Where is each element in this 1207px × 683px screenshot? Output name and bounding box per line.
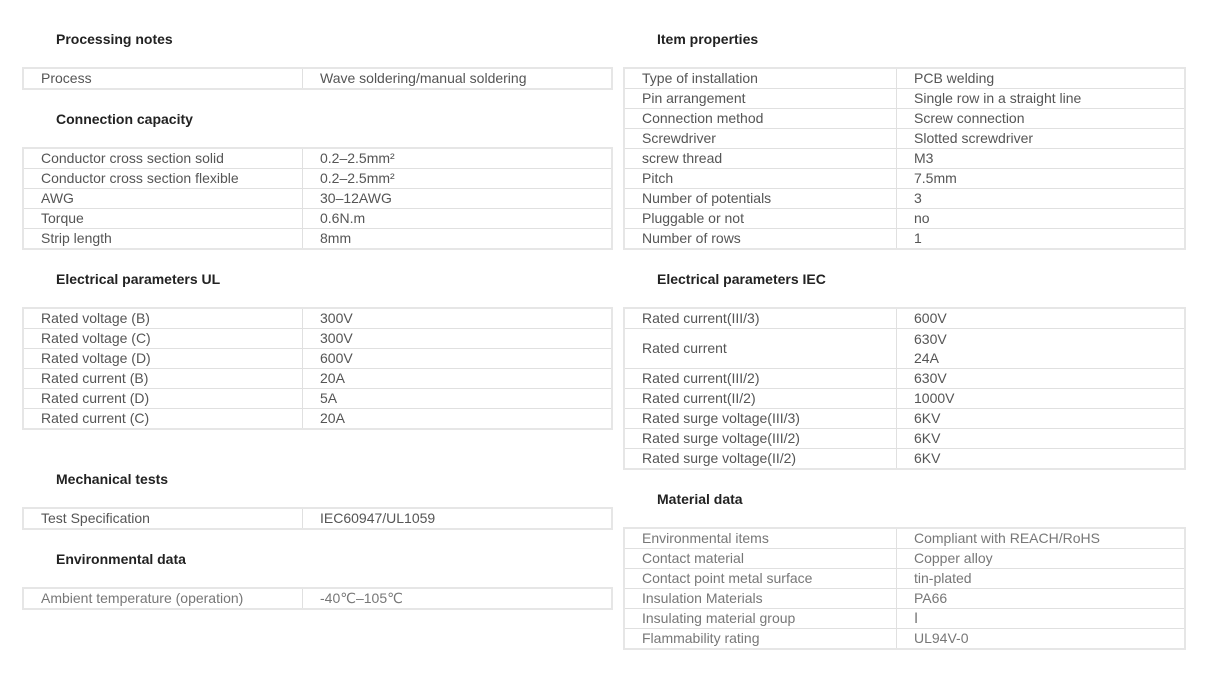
spec-value: 300V [303,308,613,329]
spec-label: Strip length [23,229,303,250]
spec-label: Contact material [624,549,897,569]
table-row [624,189,1185,209]
spec-value: Ⅰ [897,609,1186,629]
electrical-parameters-iec-title: Electrical parameters IEC [657,271,826,287]
spec-value: 30–12AWG [303,189,613,209]
electrical-parameters-ul-title: Electrical parameters UL [56,271,221,287]
table-row [624,308,1185,329]
spec-value [897,329,1186,369]
spec-value: UL94V-0 [897,629,1186,650]
table-row [23,229,612,250]
spec-label: Screwdriver [624,129,897,149]
spec-value-line: 24A [914,349,939,366]
spec-label: Number of potentials [624,189,897,209]
spec-label: Rated surge voltage(III/2) [624,429,897,449]
spec-label: Connection method [624,109,897,129]
spec-value: Screw connection [897,109,1186,129]
electrical-parameters-iec-table [623,307,1186,470]
table-row [624,429,1185,449]
spec-value: 8mm [303,229,613,250]
spec-label: Insulating material group [624,609,897,629]
spec-value: 20A [303,369,613,389]
spec-value: 6KV [897,409,1186,429]
spec-value: 3 [897,189,1186,209]
spec-label: Rated current (D) [23,389,303,409]
table-row [624,129,1185,149]
environmental-data-title: Environmental data [56,551,186,567]
table-row [624,589,1185,609]
table-row [624,389,1185,409]
spec-value-line: 630V [914,330,947,347]
table-row [624,89,1185,109]
spec-value: tin-plated [897,569,1186,589]
spec-value: no [897,209,1186,229]
spec-label: Rated voltage (D) [23,349,303,369]
spec-value: 6KV [897,429,1186,449]
spec-value: Single row in a straight line [897,89,1186,109]
spec-value: Slotted screwdriver [897,129,1186,149]
spec-value: 0.2–2.5mm² [303,148,613,169]
spec-label: Pitch [624,169,897,189]
spec-label: Rated current [624,329,897,369]
material-data-title: Material data [657,491,743,507]
table-row [624,528,1185,549]
spec-label: Rated current(II/2) [624,389,897,409]
spec-value: 5A [303,389,613,409]
spec-value: Wave soldering/manual soldering [303,68,613,89]
table-row [624,449,1185,470]
environmental-data-table [22,587,613,610]
table-row [624,329,1185,369]
spec-label: Test Specification [23,508,303,529]
table-row [23,369,612,389]
spec-label: Contact point metal surface [624,569,897,589]
spec-label: Conductor cross section solid [23,148,303,169]
table-row [23,68,612,89]
table-row [624,569,1185,589]
table-row [23,189,612,209]
spec-label: Number of rows [624,229,897,250]
spec-value: 600V [303,349,613,369]
table-row [23,409,612,430]
spec-label: Rated current (C) [23,409,303,430]
spec-label: Flammability rating [624,629,897,650]
electrical-parameters-ul-table [22,307,613,430]
table-row [624,549,1185,569]
table-row [23,588,612,609]
table-row [624,609,1185,629]
spec-label: Rated current(III/3) [624,308,897,329]
spec-value: M3 [897,149,1186,169]
spec-label: Rated voltage (B) [23,308,303,329]
spec-value: 7.5mm [897,169,1186,189]
mechanical-tests-title: Mechanical tests [56,471,169,487]
spec-value: Compliant with REACH/RoHS [897,528,1186,549]
spec-value: -40℃–105℃ [303,588,613,609]
spec-value: 20A [303,409,613,430]
table-row [624,629,1185,650]
spec-label: Rated surge voltage(II/2) [624,449,897,470]
table-row [624,409,1185,429]
spec-label: Ambient temperature (operation) [23,588,303,609]
spec-label: screw thread [624,149,897,169]
spec-value: 0.2–2.5mm² [303,169,613,189]
spec-value: 1 [897,229,1186,250]
table-row [624,149,1185,169]
spec-label: Insulation Materials [624,589,897,609]
table-row [624,169,1185,189]
spec-value: 600V [897,308,1186,329]
mechanical-tests-table [22,507,613,530]
processing-notes-table [22,67,613,90]
table-row [23,329,612,349]
spec-value: 300V [303,329,613,349]
spec-label: Conductor cross section flexible [23,169,303,189]
spec-label: Torque [23,209,303,229]
table-row [23,148,612,169]
material-data-table [623,527,1186,650]
spec-label: Pin arrangement [624,89,897,109]
spec-label: Environmental items [624,528,897,549]
table-row [23,169,612,189]
spec-value: 630V [897,369,1186,389]
spec-label: AWG [23,189,303,209]
spec-label: Rated voltage (C) [23,329,303,349]
table-row [23,349,612,369]
connection-capacity-title: Connection capacity [56,111,193,127]
table-row [624,209,1185,229]
table-row [624,68,1185,89]
spec-value: PA66 [897,589,1186,609]
spec-label: Rated current(III/2) [624,369,897,389]
item-properties-table [623,67,1186,250]
spec-label: Process [23,68,303,89]
table-row [23,389,612,409]
table-row [23,508,612,529]
spec-label: Rated current (B) [23,369,303,389]
spec-value: PCB welding [897,68,1186,89]
spec-value: 6KV [897,449,1186,470]
spec-value: Copper alloy [897,549,1186,569]
connection-capacity-table [22,147,613,250]
table-row [23,209,612,229]
spec-value: 0.6N.m [303,209,613,229]
table-row [624,109,1185,129]
spec-label: Pluggable or not [624,209,897,229]
item-properties-title: Item properties [657,31,759,47]
table-row [23,308,612,329]
spec-label: Type of installation [624,68,897,89]
table-row [624,369,1185,389]
spec-label: Rated surge voltage(III/3) [624,409,897,429]
spec-value: 1000V [897,389,1186,409]
processing-notes-title: Processing notes [56,31,173,47]
spec-value: IEC60947/UL1059 [303,508,613,529]
table-row [624,229,1185,250]
